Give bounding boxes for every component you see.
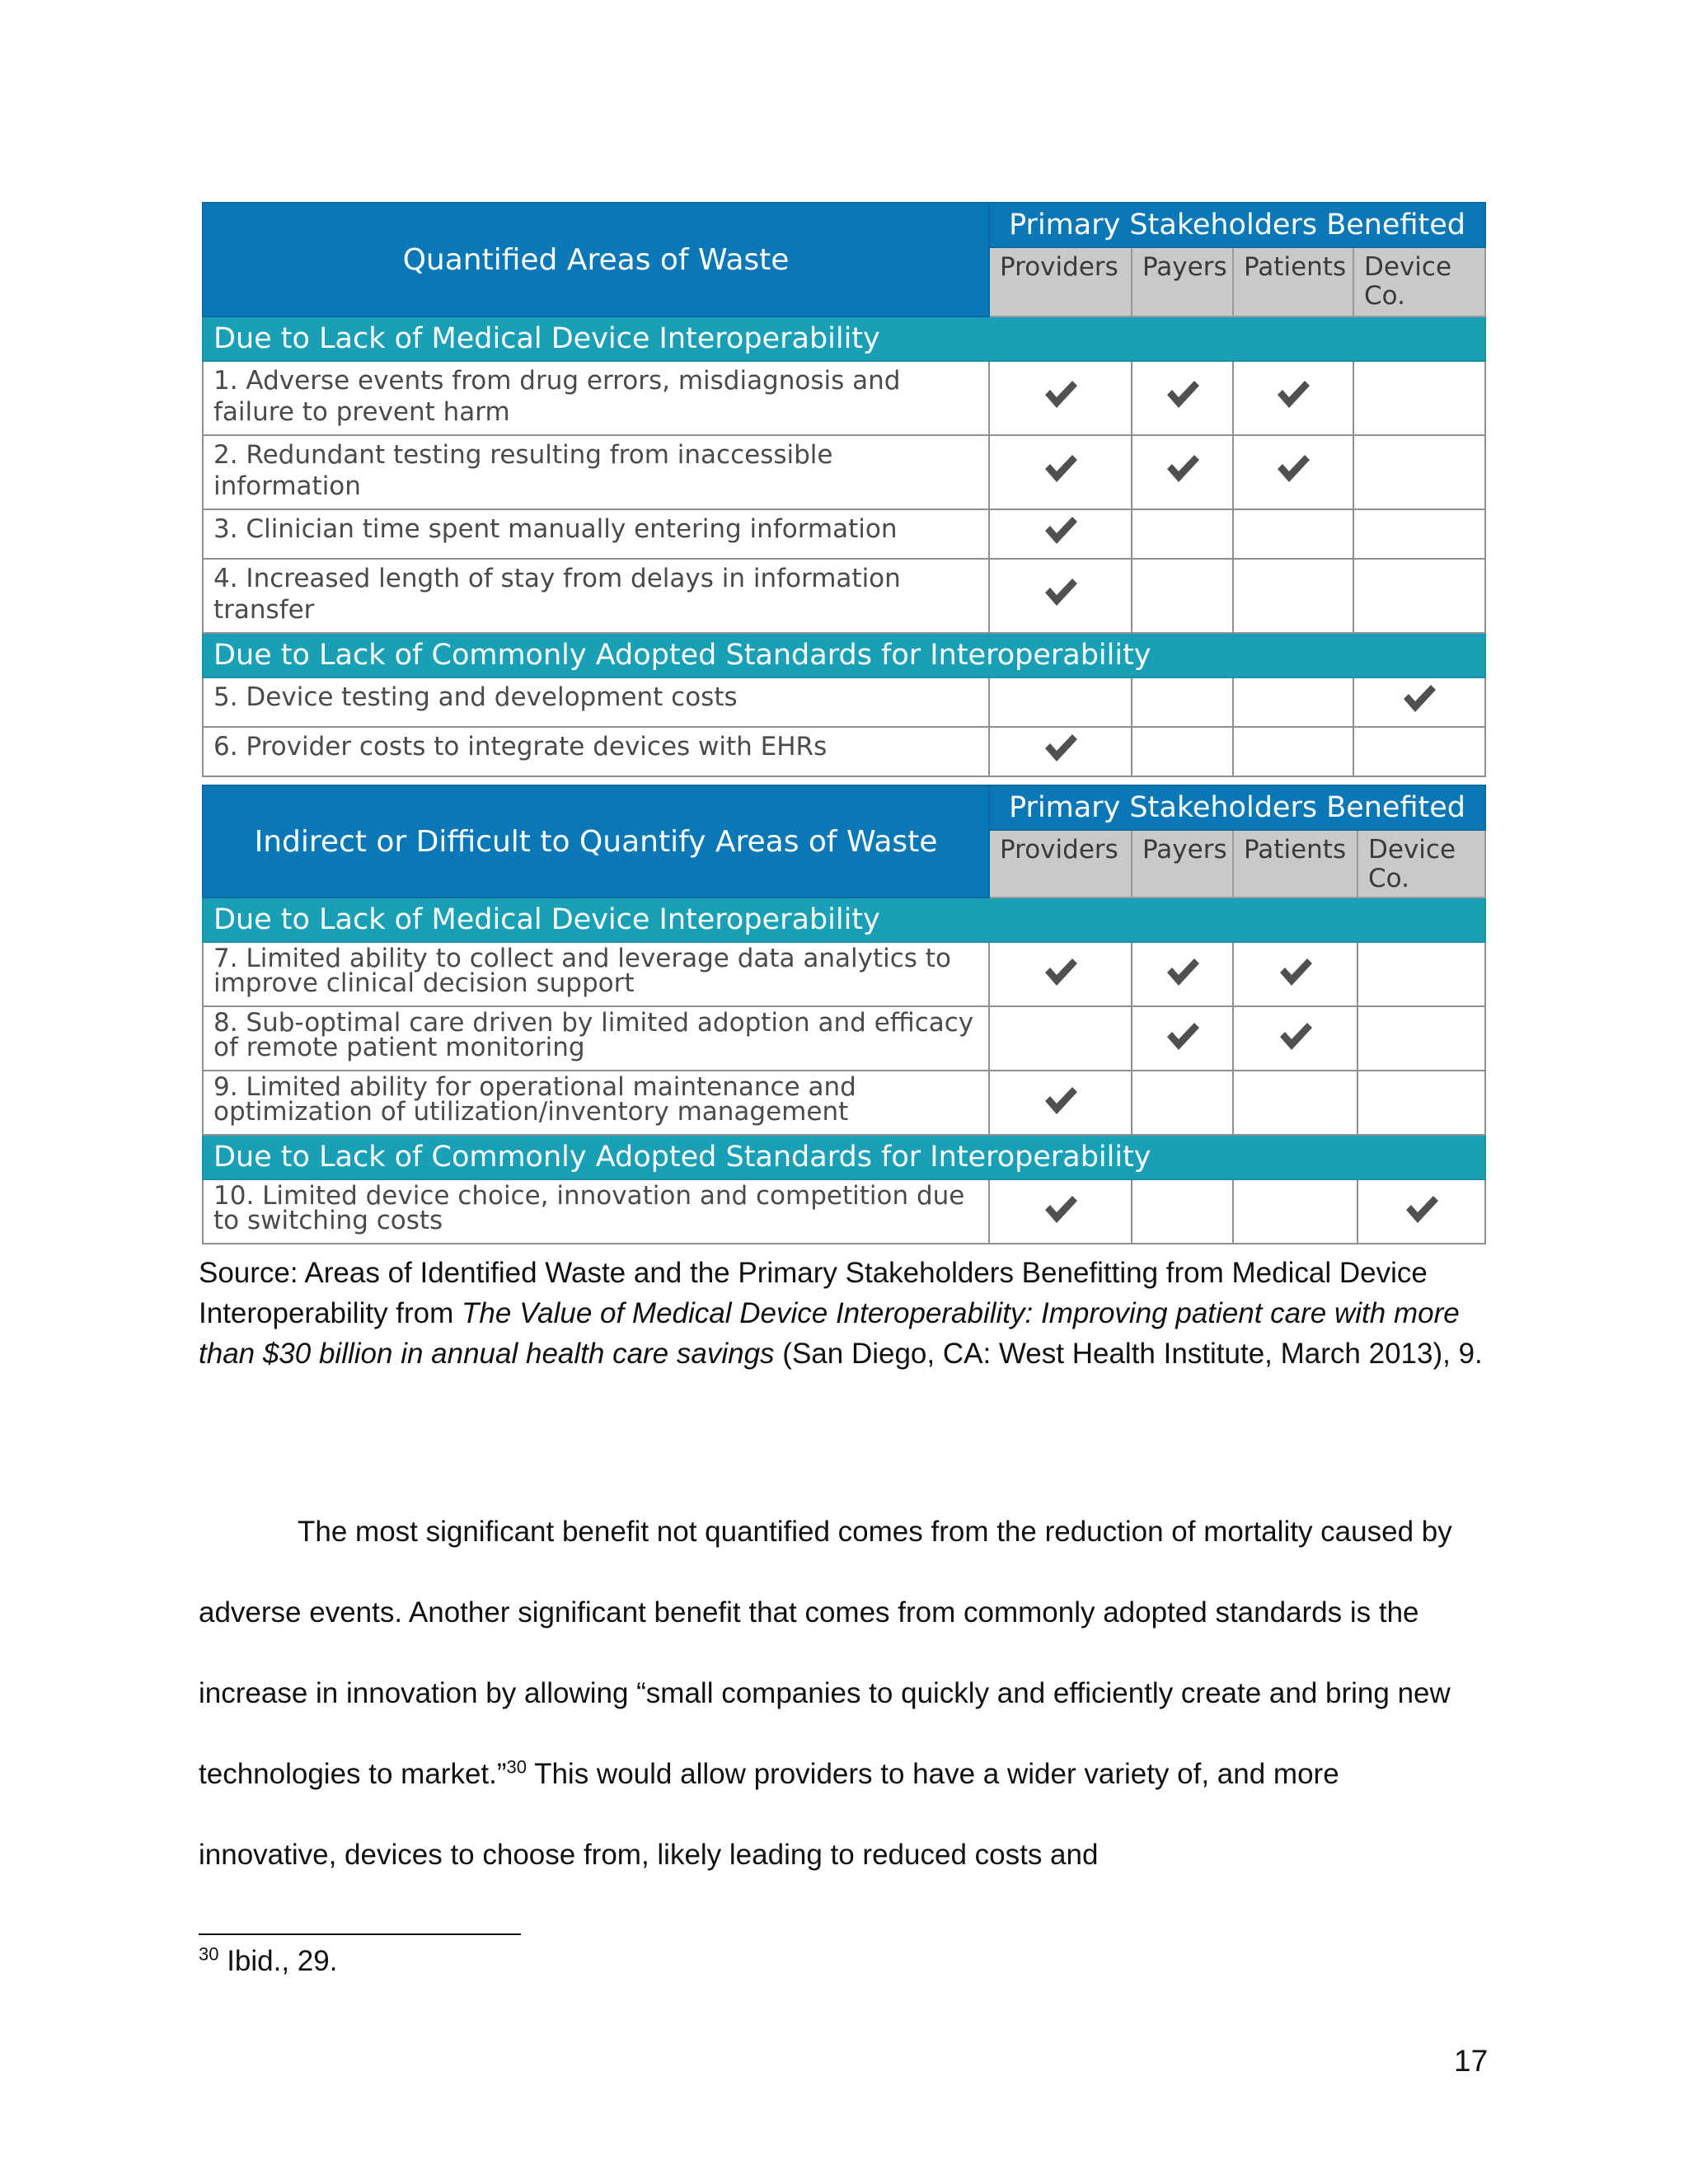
caption-source-title: The Value of Medical Device Interoperability: Improving patient care with more than $30 billion in annual health care savings xyxy=(199,1297,1460,1370)
section-header xyxy=(203,898,1485,942)
footnote-text: Ibid., 29. xyxy=(218,1945,338,1977)
checkmark-icon xyxy=(1165,452,1201,485)
table-row xyxy=(203,559,1485,633)
section-header xyxy=(203,633,1485,677)
stakeholders-header: Primary Stakeholders Benefited xyxy=(989,203,1485,247)
stakeholder-cell xyxy=(1233,1071,1357,1135)
stakeholder-cell xyxy=(1132,559,1233,633)
stakeholder-cell xyxy=(1233,727,1353,776)
table-row xyxy=(203,677,1485,727)
stakeholder-cell xyxy=(1132,1179,1233,1244)
checkmark-icon xyxy=(1043,732,1079,765)
stakeholder-cell xyxy=(1233,509,1353,559)
stakeholder-cell xyxy=(989,727,1132,776)
stakeholder-cell xyxy=(989,677,1132,727)
stakeholder-cell xyxy=(1353,677,1485,727)
stakeholder-cell xyxy=(1233,942,1357,1006)
stakeholder-cell xyxy=(1353,727,1485,776)
stakeholder-cell xyxy=(1357,1006,1485,1071)
checkmark-icon xyxy=(1165,378,1201,411)
section-title: Due to Lack of Commonly Adopted Standards for Interoperability xyxy=(203,1135,1485,1179)
body-text-part2: This would allow providers to have a wider variety of, and more innovative, devices to choose from, likely leading to reduced costs and xyxy=(199,1758,1339,1871)
stakeholder-cell xyxy=(1233,559,1353,633)
row-description: 2. Redundant testing resulting from inaccessible information xyxy=(203,435,989,509)
stakeholder-cell xyxy=(1233,1179,1357,1244)
stakeholder-cell xyxy=(1233,677,1353,727)
footnote-number: 30 xyxy=(199,1943,219,1965)
column-header-patients: Patients xyxy=(1233,247,1353,316)
table-header-title: Quantified Areas of Waste xyxy=(203,203,989,316)
stakeholder-cell xyxy=(989,509,1132,559)
table-row xyxy=(203,1006,1485,1071)
table-row xyxy=(203,509,1485,559)
stakeholder-cell xyxy=(1357,942,1485,1006)
waste-table-indirect xyxy=(202,785,1486,1244)
stakeholder-cell xyxy=(989,361,1132,435)
footnote-reference[interactable]: 30 xyxy=(506,1756,527,1778)
stakeholders-header: Primary Stakeholders Benefited xyxy=(989,785,1485,830)
table-row xyxy=(203,361,1485,435)
table-row xyxy=(203,435,1485,509)
checkmark-icon xyxy=(1043,1085,1079,1118)
stakeholder-cell xyxy=(1233,435,1353,509)
row-description: 6. Provider costs to integrate devices with EHRs xyxy=(203,727,989,776)
caption-prefix: Source: Areas of Identified Waste and the Primary Stakeholders Benefitting from Medical Device Interoperability from xyxy=(199,1257,1428,1329)
section-header xyxy=(203,316,1485,361)
stakeholder-cell xyxy=(1233,361,1353,435)
checkmark-icon xyxy=(1043,378,1079,411)
row-description: 1. Adverse events from drug errors, misdiagnosis and failure to prevent harm xyxy=(203,361,989,435)
checkmark-icon xyxy=(1043,452,1079,485)
body-paragraph xyxy=(199,1492,1484,1896)
checkmark-icon xyxy=(1043,1193,1079,1226)
stakeholder-cell xyxy=(1353,361,1485,435)
page-number: 17 xyxy=(1454,2044,1489,2078)
column-header-device-co: Device Co. xyxy=(1357,830,1485,898)
row-description: 10. Limited device choice, innovation and competition due to switching costs xyxy=(203,1179,989,1244)
checkmark-icon xyxy=(1043,576,1079,609)
stakeholder-cell xyxy=(1353,509,1485,559)
stakeholder-cell xyxy=(989,1071,1132,1135)
table-row xyxy=(203,727,1485,776)
section-title: Due to Lack of Medical Device Interoperability xyxy=(203,316,1485,361)
table-row xyxy=(203,942,1485,1006)
section-header xyxy=(203,1135,1485,1179)
stakeholder-cell xyxy=(1132,1006,1233,1071)
row-description: 5. Device testing and development costs xyxy=(203,677,989,727)
checkmark-icon xyxy=(1275,378,1311,411)
checkmark-icon xyxy=(1043,514,1079,547)
row-description: 7. Limited ability to collect and leverage data analytics to improve clinical decision support xyxy=(203,942,989,1006)
column-header-providers: Providers xyxy=(989,830,1132,898)
checkmark-icon xyxy=(1278,956,1314,989)
row-description: 8. Sub-optimal care driven by limited adoption and efficacy of remote patient monitoring xyxy=(203,1006,989,1071)
stakeholder-cell xyxy=(989,942,1132,1006)
stakeholder-cell xyxy=(1132,435,1233,509)
stakeholder-cell xyxy=(1357,1179,1485,1244)
stakeholder-cell xyxy=(1353,435,1485,509)
column-header-payers: Payers xyxy=(1132,830,1233,898)
stakeholder-cell xyxy=(1132,942,1233,1006)
figure-caption xyxy=(199,1253,1501,1374)
stakeholder-cell xyxy=(1132,727,1233,776)
row-description: 3. Clinician time spent manually entering information xyxy=(203,509,989,559)
checkmark-icon xyxy=(1401,682,1437,715)
row-description: 9. Limited ability for operational maintenance and optimization of utilization/inventory management xyxy=(203,1071,989,1135)
stakeholder-cell xyxy=(989,559,1132,633)
checkmark-icon xyxy=(1165,956,1201,989)
footnote-divider xyxy=(199,1933,521,1935)
column-header-payers: Payers xyxy=(1132,247,1233,316)
stakeholder-cell xyxy=(989,435,1132,509)
checkmark-icon xyxy=(1278,1020,1314,1053)
stakeholder-cell xyxy=(1353,559,1485,633)
stakeholder-cell xyxy=(989,1006,1132,1071)
stakeholder-cell xyxy=(1132,677,1233,727)
table-row xyxy=(203,1071,1485,1135)
waste-table-quantified xyxy=(202,202,1486,777)
table-row xyxy=(203,1179,1485,1244)
column-header-device-co: Device Co. xyxy=(1353,247,1485,316)
section-title: Due to Lack of Medical Device Interoperability xyxy=(203,898,1485,942)
stakeholder-cell xyxy=(1233,1006,1357,1071)
checkmark-icon xyxy=(1275,452,1311,485)
stakeholder-cell xyxy=(1357,1071,1485,1135)
column-header-providers: Providers xyxy=(989,247,1132,316)
body-text-part1: The most significant benefit not quantified comes from the reduction of mortality caused by adverse events. Another significant benefit that comes from commonly adopted standards is the increase in innovation by allowing “small companies to quickly and efficiently create and bring new technologies to market.” xyxy=(199,1516,1452,1790)
footnote xyxy=(199,1945,337,1978)
table-header-title: Indirect or Difficult to Quantify Areas of Waste xyxy=(203,785,989,898)
stakeholder-cell xyxy=(1132,509,1233,559)
stakeholder-cell xyxy=(1132,1071,1233,1135)
caption-suffix: (San Diego, CA: West Health Institute, March 2013), 9. xyxy=(774,1338,1483,1370)
section-title: Due to Lack of Commonly Adopted Standards for Interoperability xyxy=(203,633,1485,677)
row-description: 4. Increased length of stay from delays in information transfer xyxy=(203,559,989,633)
stakeholder-cell xyxy=(989,1179,1132,1244)
checkmark-icon xyxy=(1404,1193,1440,1226)
stakeholder-cell xyxy=(1132,361,1233,435)
checkmark-icon xyxy=(1165,1020,1201,1053)
checkmark-icon xyxy=(1043,956,1079,989)
column-header-patients: Patients xyxy=(1233,830,1357,898)
